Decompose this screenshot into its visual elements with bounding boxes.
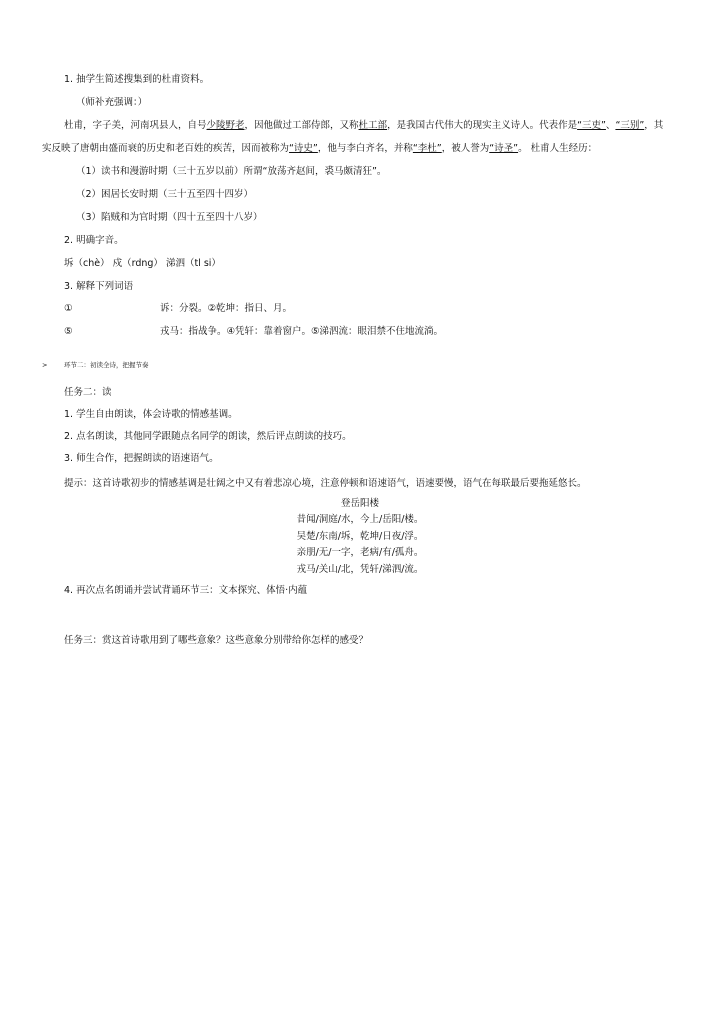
life-period-3: （3）陷贼和为官时期（四十五至四十八岁） [76, 212, 263, 223]
underlined-term: “诗圣” [489, 143, 519, 154]
bio-text: ，是我国古代伟大的现实主义诗人。代表作是 [387, 120, 578, 131]
poem-line: 亲朋/无/一字，老病/有/孤舟。 [296, 547, 424, 558]
definition-marker-2: ⑤ [64, 326, 73, 337]
bio-text: 杜甫，字子美，河南巩县人，自号 [64, 120, 207, 131]
underlined-term: “三别” [615, 120, 645, 131]
pinyin-line: 坼（chè） 戍（rdng） 涕泗（tl si） [64, 258, 221, 269]
poem-title: 登岳阳楼 [340, 498, 379, 509]
underlined-term: 少陵野老 [206, 120, 245, 131]
definition-line-1: 诉：分裂。②乾坤：指日、月。 [160, 303, 293, 314]
underlined-term: “三吏” [577, 120, 606, 131]
item-1: 1. 抽学生简述搜集到的杜甫资料。 [64, 74, 210, 85]
life-period-1: （1）读书和漫游时期（三十五岁以前）所谓“放荡齐赵间，裘马颇清狂”。 [76, 166, 387, 177]
bio-text: ，其 [644, 120, 664, 131]
task-3: 任务三：赏这首诗歌用到了哪些意象？这些意象分别带给你怎样的感受？ [64, 635, 369, 646]
step-3: 3. 师生合作，把握朗读的语速语气。 [64, 453, 219, 464]
poem-line: 戎马/关山/北，凭轩/涕泗/流。 [296, 564, 424, 575]
section-bullet: > [42, 361, 48, 369]
section-heading: 环节二：初读全诗，把握节奏 [64, 361, 149, 369]
bio-text: ，因他做过工部侍郎，又称 [244, 120, 359, 131]
bio-text: ，被人誉为 [441, 143, 490, 154]
definition-line-2: 戎马：指战争。④凭轩：靠着窗户。⑤涕泗流：眼泪禁不住地流淌。 [160, 326, 444, 337]
life-period-2: （2）困居长安时期（三十五至四十四岁） [76, 189, 254, 200]
item-3: 3. 解释下列词语 [64, 281, 134, 292]
underlined-term: “李杜” [412, 143, 442, 154]
teacher-note: （师补充强调：） [76, 97, 148, 108]
bio-line-1 [64, 119, 663, 132]
bio-text: 实反映了唐朝由盛而衰的历史和老百姓的疾苦，因而被称为 [42, 143, 290, 154]
poem-line: 昔闻/洞庭/水，今上/岳阳/楼。 [296, 514, 424, 525]
underlined-term: “诗史” [289, 143, 318, 154]
underlined-term: 杜工部 [358, 120, 388, 131]
bio-text: 。 杜甫人生经历： [518, 143, 598, 154]
item-2: 2. 明确字音。 [64, 235, 124, 246]
step-2: 2. 点名朗读，其他同学跟随点名同学的朗读，然后评点朗读的技巧。 [64, 431, 352, 442]
poem-line: 吴楚/东南/坼，乾坤/日夜/浮。 [296, 531, 424, 542]
definition-marker-1: ① [64, 303, 73, 314]
step-1: 1. 学生自由朗读，体会诗歌的情感基调。 [64, 409, 238, 420]
task-2-label: 任务二：读 [64, 387, 112, 398]
bio-text: 、 [605, 120, 616, 131]
step-4: 4. 再次点名朗诵并尝试背诵环节三：文本探究、体悟·内蕴 [64, 585, 308, 596]
reading-tip: 提示：这首诗歌初步的情感基调是壮阔之中又有着悲凉心境，注意停顿和语速语气，语速要慢，语气在每联最后要拖延悠长。 [64, 478, 587, 489]
bio-text: ，他与李白齐名，并称 [317, 143, 413, 154]
bio-line-2 [42, 142, 597, 155]
